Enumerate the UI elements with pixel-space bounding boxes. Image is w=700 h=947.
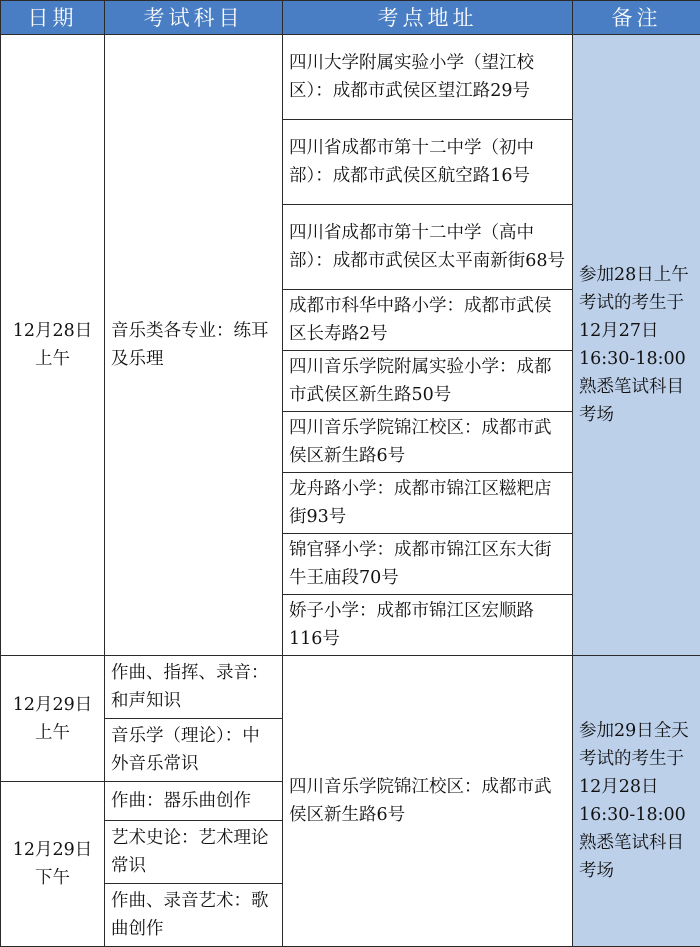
date-period: 下午 <box>2 864 103 892</box>
address-cell: 四川大学附属实验小学（望江校区）：成都市武侯区望江路29号 <box>283 35 573 120</box>
subject-cell: 作曲、指挥、录音：和声知识 <box>105 656 283 719</box>
date-cell-dec29-am <box>1 656 105 782</box>
address-cell: 四川省成都市第十二中学（初中部）：成都市武侯区航空路16号 <box>283 120 573 205</box>
subject-cell: 作曲：器乐曲创作 <box>105 782 283 821</box>
address-cell: 龙舟路小学：成都市锦江区糍粑店街93号 <box>283 473 573 534</box>
header-date: 日期 <box>1 1 105 35</box>
date-period: 上午 <box>2 719 103 747</box>
address-cell: 四川音乐学院锦江校区：成都市武侯区新生路6号 <box>283 656 573 947</box>
header-subject: 考试科目 <box>105 1 283 35</box>
address-cell: 锦官驿小学：成都市锦江区东大街牛王庙段70号 <box>283 534 573 595</box>
header-address: 考点地址 <box>283 1 573 35</box>
table-row <box>1 656 700 719</box>
address-cell: 成都市科华中路小学：成都市武侯区长寿路2号 <box>283 290 573 351</box>
table-row <box>1 35 700 120</box>
subject-cell: 音乐类各专业：练耳及乐理 <box>105 35 283 656</box>
address-cell: 四川音乐学院附属实验小学：成都市武侯区新生路50号 <box>283 351 573 412</box>
note-cell: 参加29日全天考试的考生于12月28日16:30-18:00熟悉笔试科目考场 <box>573 656 700 947</box>
subject-cell: 艺术史论：艺术理论常识 <box>105 821 283 884</box>
date-line: 12月28日 <box>2 317 103 345</box>
subject-cell: 音乐学（理论）：中外音乐常识 <box>105 719 283 782</box>
header-note: 备注 <box>573 1 700 35</box>
address-cell: 娇子小学：成都市锦江区宏顺路116号 <box>283 595 573 656</box>
note-cell: 参加28日上午考试的考生于12月27日16:30-18:00熟悉笔试科目考场 <box>573 35 700 656</box>
address-cell: 四川音乐学院锦江校区：成都市武侯区新生路6号 <box>283 412 573 473</box>
address-cell: 四川省成都市第十二中学（高中部）：成都市武侯区太平南新街68号 <box>283 205 573 290</box>
date-line: 12月29日 <box>2 836 103 864</box>
header-row <box>1 1 700 35</box>
date-cell-dec29-pm <box>1 782 105 947</box>
date-cell-dec28-am <box>1 35 105 656</box>
date-line: 12月29日 <box>2 691 103 719</box>
subject-cell: 作曲、录音艺术：歌曲创作 <box>105 884 283 947</box>
date-period: 上午 <box>2 345 103 373</box>
